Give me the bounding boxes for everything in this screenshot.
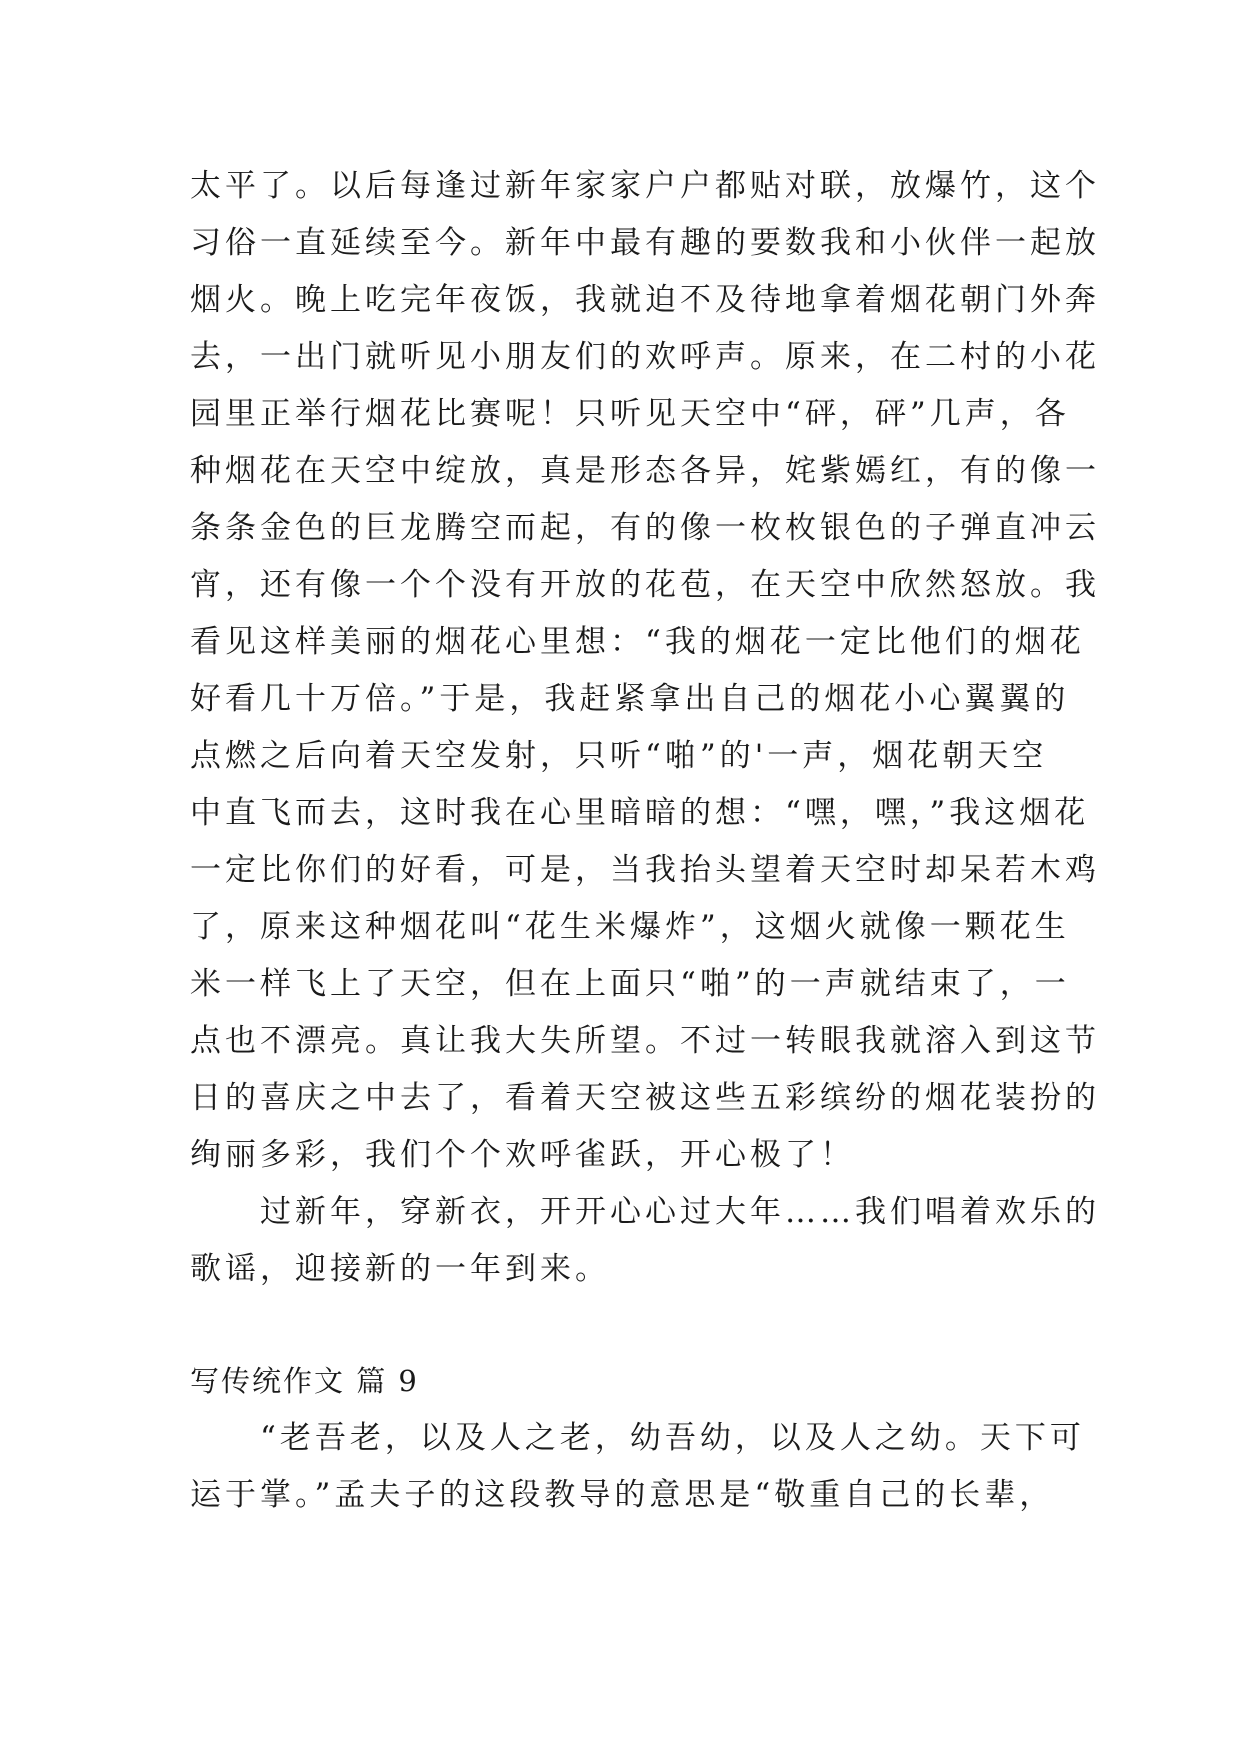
text-line: 一定比你们的好看，可是，当我抬头望着天空时却呆若木鸡 (190, 852, 1100, 888)
text-line: 宵，还有像一个个没有开放的花苞，在天空中欣然怒放。我 (190, 567, 1100, 603)
text-line: 好看几十万倍。”于是，我赶紧拿出自己的烟花小心翼翼的 (190, 681, 1070, 717)
paragraph-2 (190, 1184, 1100, 1298)
text-line: 点也不漂亮。真让我大失所望。不过一转眼我就溶入到这节 (190, 1023, 1100, 1059)
text-line: 去，一出门就听见小朋友们的欢呼声。原来，在二村的小花 (190, 339, 1100, 375)
text-line: 运于掌。”孟夫子的这段教导的意思是“敬重自己的长辈， (190, 1477, 1055, 1513)
text-line: 习俗一直延续至今。新年中最有趣的要数我和小伙伴一起放 (190, 225, 1100, 261)
document-body (190, 158, 1100, 1524)
section-spacer (190, 1298, 1050, 1353)
text-line: 过新年，穿新衣，开开心心过大年……我们唱着欢乐的 (190, 1194, 1100, 1230)
text-line: 点燃之后向着天空发射，只听“啪”的'一声，烟花朝天空 (190, 738, 1048, 774)
text-line: 绚丽多彩，我们个个欢呼雀跃，开心极了！ (190, 1137, 855, 1173)
text-line: 了，原来这种烟花叫“花生米爆炸”，这烟火就像一颗花生 (190, 909, 1070, 945)
text-line: 园里正举行烟花比赛呢！只听见天空中“砰，砰”几声，各 (190, 396, 1070, 432)
text-line: 烟火。晚上吃完年夜饭，我就迫不及待地拿着烟花朝门外奔 (190, 282, 1100, 318)
text-line: 看见这样美丽的烟花心里想：“我的烟花一定比他们的烟花 (190, 624, 1085, 660)
paragraph-1 (190, 158, 1100, 1184)
text-line: 条条金色的巨龙腾空而起，有的像一枚枚银色的子弹直冲云 (190, 510, 1100, 546)
text-line: “老吾老，以及人之老，幼吾幼，以及人之幼。天下可 (190, 1420, 1085, 1456)
text-line: 日的喜庆之中去了，看着天空被这些五彩缤纷的烟花装扮的 (190, 1080, 1100, 1116)
text-line: 米一样飞上了天空，但在上面只“啪”的一声就结束了，一 (190, 966, 1070, 1002)
section-heading: 写传统作文 篇 9 (190, 1364, 419, 1398)
text-line: 种烟花在天空中绽放，真是形态各异，姹紫嫣红，有的像一 (190, 453, 1100, 489)
text-line: 太平了。以后每逢过新年家家户户都贴对联，放爆竹，这个 (190, 168, 1100, 204)
text-line: 歌谣，迎接新的一年到来。 (190, 1251, 610, 1287)
paragraph-3 (190, 1410, 1085, 1524)
text-line: 中直飞而去，这时我在心里暗暗的想：“嘿，嘿，”我这烟花 (190, 795, 1090, 831)
